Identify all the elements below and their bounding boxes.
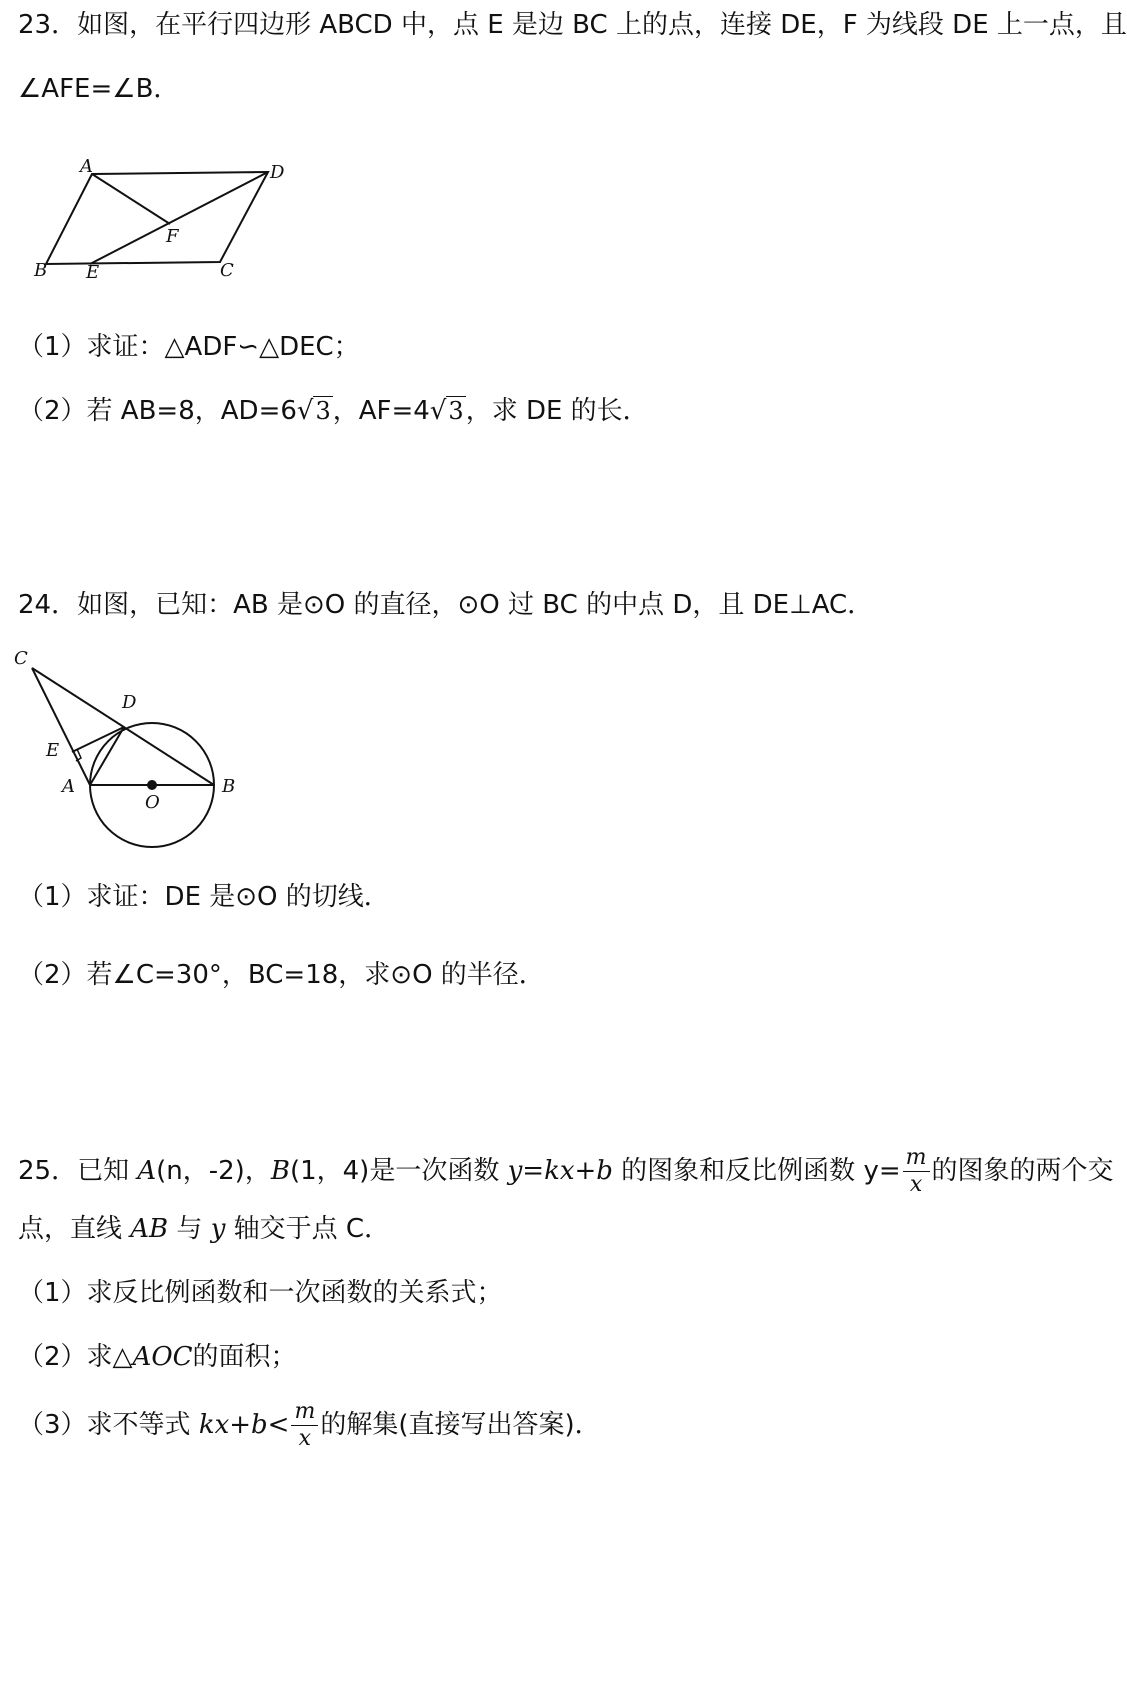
q23-part2: （2）若 AB=8，AD=6√3，AF=4√3，求 DE 的长． (18, 396, 649, 426)
q23-parallelogram-figure (20, 150, 320, 290)
q24-label-D: D (122, 692, 137, 713)
q23-label-F: F (166, 226, 179, 247)
q25-part2: （2）求△AOC的面积； (18, 1342, 297, 1372)
q24-text-line1: 24．如图，已知：AB 是⊙O 的直径，⊙O 过 BC 的中点 D，且 DE⊥AC． (18, 590, 874, 620)
q23-label-B: B (34, 260, 48, 281)
q24-center-point (147, 780, 157, 790)
q23-text-line1: 23．如图，在平行四边形 ABCD 中，点 E 是边 BC 上的点，连接 DE，F 为线段 DE 上一点，且 (18, 10, 1127, 40)
q23-sqrt-2: √3 (429, 396, 464, 426)
q25-part3: （3）求不等式 kx+b< $\frac{m}{x}$ 的解集(直接写出答案)． (18, 1399, 601, 1451)
q23-sqrt-1: √3 (296, 396, 331, 426)
q23-text-line2: ∠AFE=∠B． (18, 74, 180, 104)
q25-text-line1: 25．已知 A(n，-2)，B(1，4)是一次函数 y=kx+b 的图象和反比例函数 y= $\frac{m}{x}$ 的图象的两个交 (18, 1145, 1114, 1197)
q23-label-A: A (80, 156, 93, 177)
q25-part3-fraction: $\frac{m}{x}$ (291, 1401, 318, 1450)
q23-part1: （1）求证：△ADF∽△DEC； (18, 332, 360, 362)
q24-label-B: B (222, 776, 236, 797)
q23-label-D: D (270, 162, 285, 183)
q24-label-C: C (14, 648, 28, 669)
q23-label-E: E (86, 262, 100, 283)
q24-label-O: O (145, 792, 160, 813)
q24-part1: （1）求证：DE 是⊙O 的切线． (18, 882, 390, 912)
q25-fraction-m-over-x: $\frac{m}{x}$ (903, 1147, 930, 1196)
q24-label-E: E (46, 740, 60, 761)
q24-part2: （2）若∠C=30°，BC=18，求⊙O 的半径． (18, 960, 545, 990)
q25-text-line2: 点，直线 AB 与 y 轴交于点 C． (18, 1214, 391, 1244)
q24-circle-figure (0, 640, 260, 860)
q25-part1: （1）求反比例函数和一次函数的关系式； (18, 1278, 503, 1308)
q23-label-C: C (220, 260, 234, 281)
q24-label-A: A (62, 776, 75, 797)
